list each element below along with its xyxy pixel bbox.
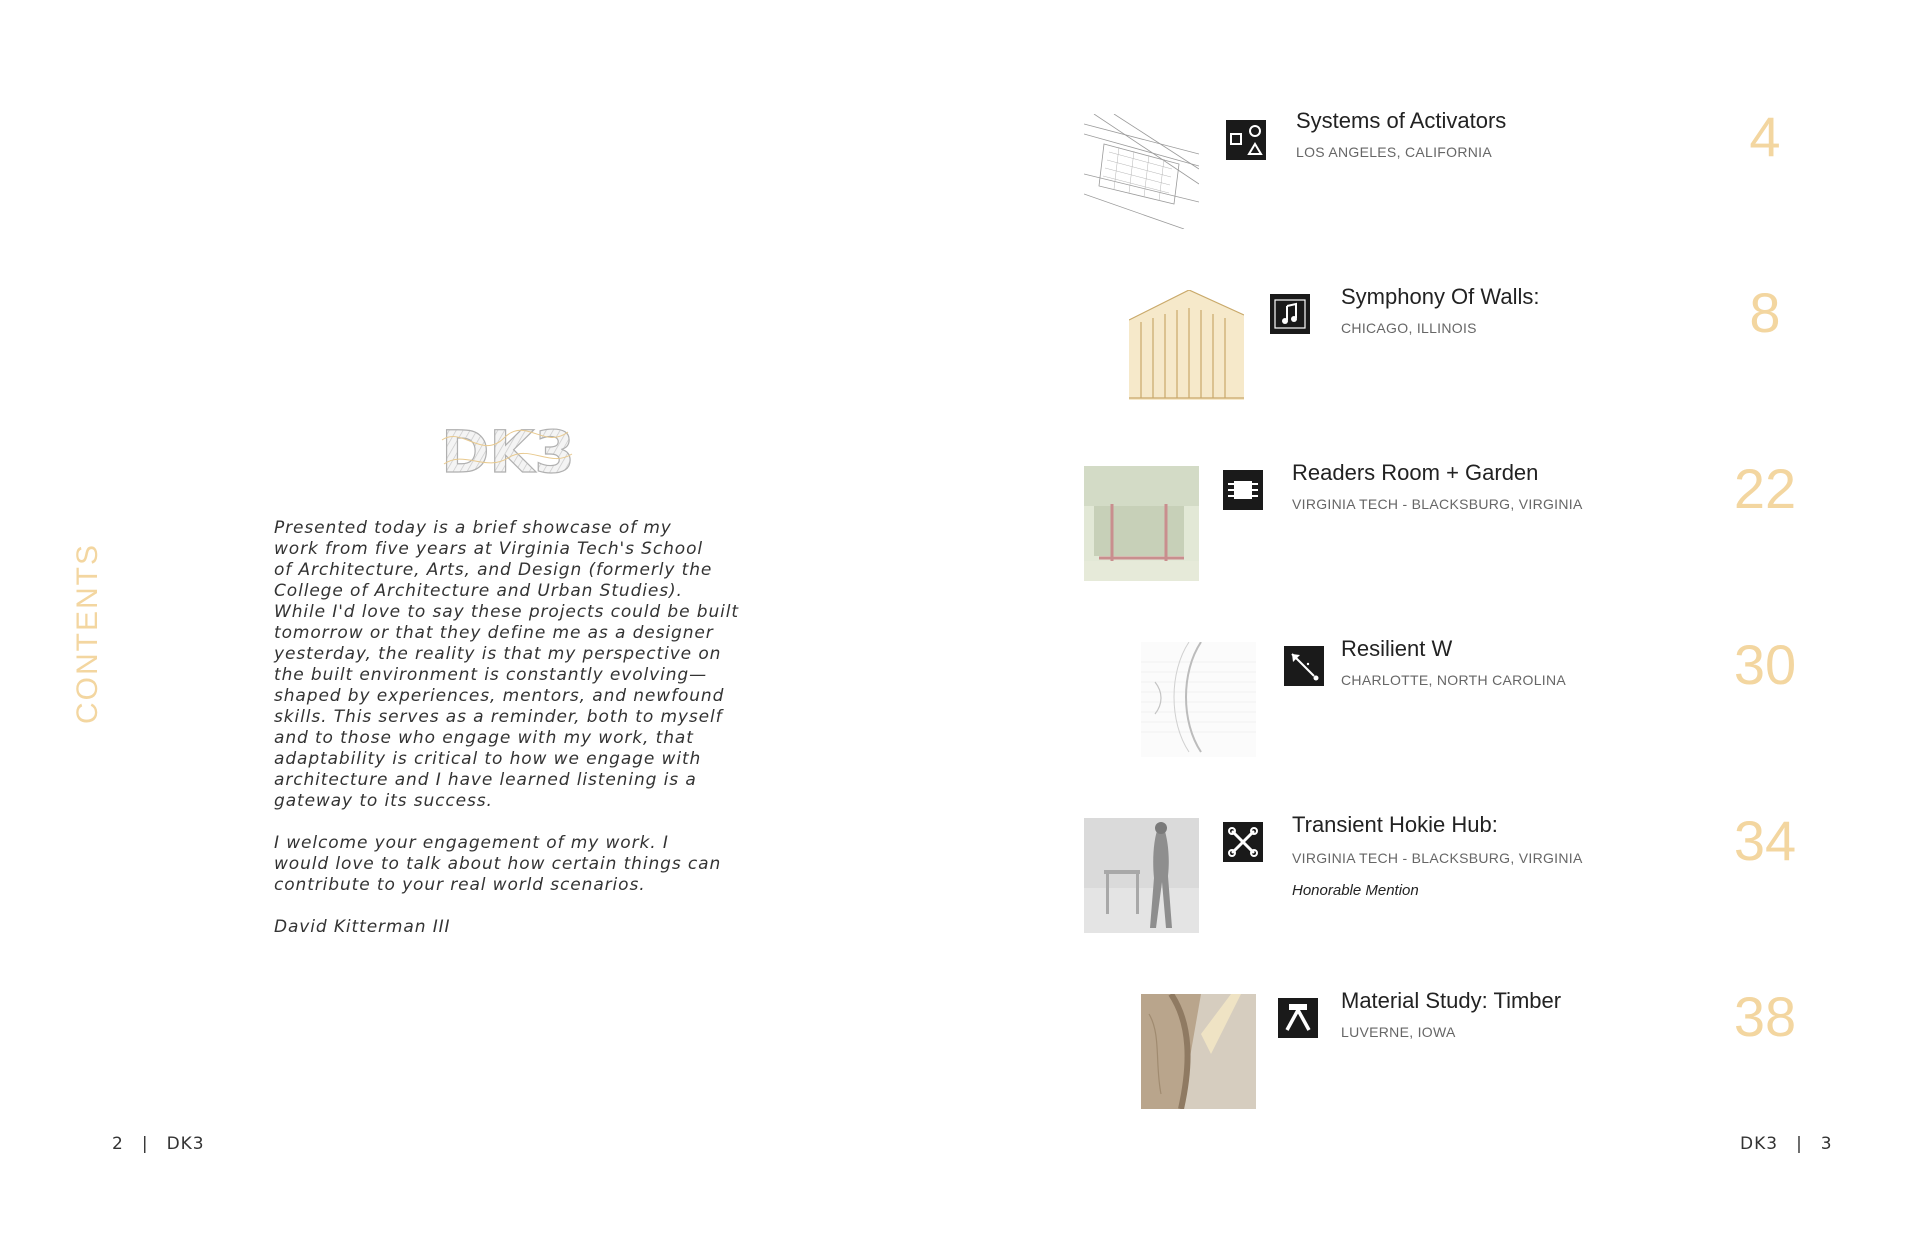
intro-paragraph: I welcome your engagement of my work. I would love to talk about how certain things can contribute to your real world scenarios. xyxy=(274,833,722,895)
project-thumbnail xyxy=(1141,642,1256,757)
folio-separator: | xyxy=(141,1134,149,1154)
entry-title: Symphony Of Walls: xyxy=(1341,284,1540,309)
entry-location: LUVERNE, IOWA xyxy=(1341,1024,1456,1040)
svg-text:DK3: DK3 xyxy=(441,420,575,480)
entry-title: Material Study: Timber xyxy=(1341,988,1562,1013)
entry-title: Resilient W xyxy=(1341,636,1453,661)
chip-icon xyxy=(1223,470,1263,510)
entry-title: Readers Room + Garden xyxy=(1292,460,1539,485)
entry-location: CHARLOTTE, NORTH CAROLINA xyxy=(1341,672,1567,688)
entry-location: CHICAGO, ILLINOIS xyxy=(1341,320,1477,336)
page-number: 3 xyxy=(1820,1134,1833,1154)
contents-side-title: CONTENTS xyxy=(71,543,104,724)
intro-text xyxy=(274,518,774,959)
folio-separator: | xyxy=(1796,1134,1803,1154)
shapes-icon xyxy=(1226,120,1266,160)
intro-paragraph: Presented today is a brief showcase of my work from five years at Virginia Tech's School of Architecture, Arts, and Design (formerly the College of Architecture and Urban Studies). While I'd love to say these projects could be built tomorrow or that they define me as a designer yesterday, the reality is that my perspective on the built environment is constantly evolving— shaped by experiences, mentors, and newfound skills. This serves as a reminder, both to myself and to those who engage with my work, that adaptability is critical to how we engage with architecture and I have learned listening is a gateway to its success. xyxy=(274,518,739,811)
entry-location: LOS ANGELES, CALIFORNIA xyxy=(1296,144,1492,160)
author-signature: David Kitterman III xyxy=(274,917,451,937)
diagonal-arrow-icon xyxy=(1284,646,1324,686)
entry-page-number: 8 xyxy=(1749,281,1781,344)
entry-page-number: 38 xyxy=(1733,985,1797,1048)
entry-page-number: 30 xyxy=(1733,633,1797,696)
project-thumbnail xyxy=(1141,994,1256,1109)
entry-page-number: 34 xyxy=(1733,809,1797,872)
folio-label: DK3 xyxy=(1740,1134,1779,1154)
award-note: Honorable Mention xyxy=(1292,882,1419,899)
dk3-logo xyxy=(434,420,582,480)
entry-location: VIRGINIA TECH - BLACKSBURG, VIRGINIA xyxy=(1292,850,1583,866)
entry-page-number: 22 xyxy=(1733,457,1797,520)
right-folio xyxy=(1740,1134,1833,1154)
project-thumbnail xyxy=(1129,290,1244,405)
project-thumbnail xyxy=(1084,818,1199,933)
entry-location: VIRGINIA TECH - BLACKSBURG, VIRGINIA xyxy=(1292,496,1583,512)
music-note-icon xyxy=(1270,294,1310,334)
timber-joint-icon xyxy=(1278,998,1318,1038)
left-folio xyxy=(112,1134,205,1154)
project-thumbnail xyxy=(1084,466,1199,581)
entry-title: Transient Hokie Hub: xyxy=(1292,812,1498,837)
page-number: 2 xyxy=(112,1134,124,1154)
crossed-tools-icon xyxy=(1223,822,1263,862)
folio-label: DK3 xyxy=(166,1134,205,1154)
entry-title: Systems of Activators xyxy=(1296,108,1507,133)
entry-page-number: 4 xyxy=(1749,105,1781,168)
project-thumbnail xyxy=(1084,114,1199,229)
